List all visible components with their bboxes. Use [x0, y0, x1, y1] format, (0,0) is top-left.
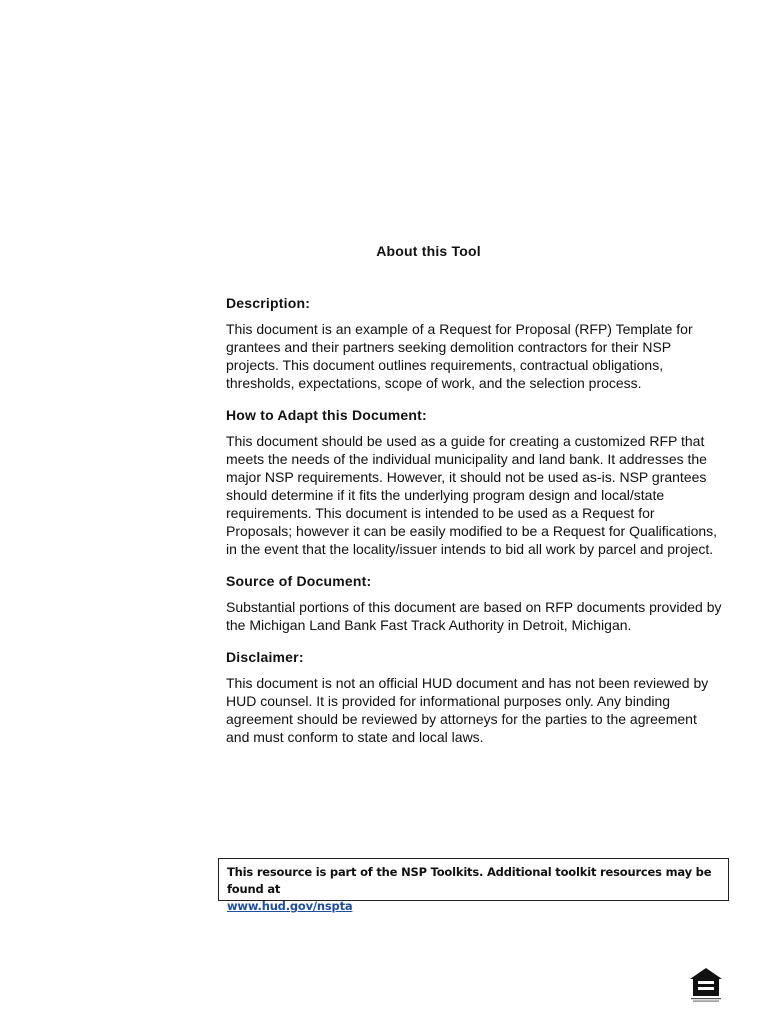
description-section — [226, 294, 722, 392]
section-body: This document is an example of a Request for Proposal (RFP) Template for grantees and their partners seeking demolition contractors for their NSP projects. This document outlines requirements, contractual obligations, thresholds, expectations, scope of work, and the selection process. — [226, 321, 693, 391]
section-heading: How to Adapt this Document: — [226, 407, 427, 423]
section-heading: Disclaimer: — [226, 649, 304, 665]
notice-text: This resource is part of the NSP Toolkits. Additional toolkit resources may be found at — [227, 865, 712, 896]
section-body: Substantial portions of this document are based on RFP documents provided by the Michigan Land Bank Fast Track Authority in Detroit, Michigan. — [226, 599, 722, 633]
page-title: About this Tool — [376, 243, 481, 259]
nspta-link[interactable]: www.hud.gov/nspta — [227, 899, 353, 913]
how-to-adapt-section — [226, 406, 722, 558]
section-heading: Description: — [226, 295, 311, 311]
section-heading: Source of Document: — [226, 573, 372, 589]
source-section — [226, 572, 722, 634]
section-body: This document is not an official HUD document and has not been reviewed by HUD counsel. It is provided for informational purposes only. Any binding agreement should be reviewed by attorneys for the parties to the agreement and must conform to state and local laws. — [226, 675, 709, 745]
section-body: This document should be used as a guide for creating a customized RFP that meets the needs of the individual municipality and land bank. It addresses the major NSP requirements. However, it should not be used as-is. NSP grantees should determine if it fits the underlying program design and local/state requirements. This document is intended to be used as a Request for Proposals; however it can be easily modified to be a Request for Qualifications, in the event that the locality/issuer intends to bid all work by parcel and project. — [226, 433, 718, 557]
document-content — [226, 294, 722, 760]
toolkit-notice-box — [218, 858, 729, 913]
disclaimer-section — [226, 648, 722, 746]
equal-housing-opportunity-icon — [688, 966, 724, 1004]
